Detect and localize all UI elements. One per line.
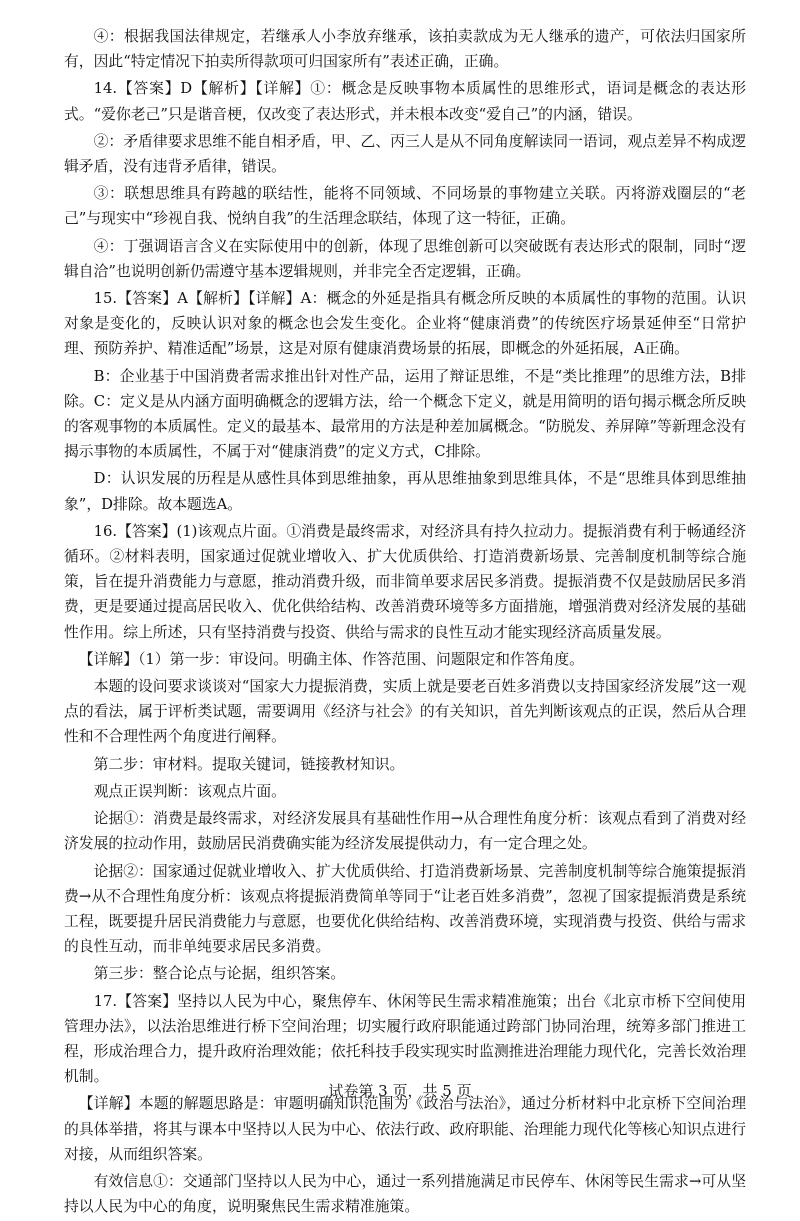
paragraph: ③：联想思维具有跨越的联结性，能将不同领域、不同场景的事物建立关联。丙将游戏圈层的“老己”与现实中“珍视自我、悦纳自我”的生活理念联结，体现了这一特征，正确。 [64, 185, 746, 228]
page-footer: 试卷第 3 页，共 5 页 [328, 1082, 472, 1100]
paragraph: B：企业基于中国消费者需求推出针对性产品，运用了辩证思维，不是“类比推理”的思维方法，B排除。C：定义是从内涵方面明确概念的逻辑方法，给一个概念下定义，就是用简明的语句揭示概念所反映的客观事物的本质属性。定义的最基本、最常用的方法是种差加属概念。“防脱发、养屏障”等新理念没有揭示事物的本质属性，不属于对“健康消费”的定义方式，C排除。 [64, 367, 746, 461]
answer-content [64, 24, 746, 1221]
paragraph: 本题的设问要求谈谈对“国家大力提振消费，实质上就是要老百姓多消费以支持国家经济发展”这一观点的看法，属于评析类试题，需要调用《经济与社会》的有关知识，首先判断该观点的正误，然后从合理性和不合理性两个角度进行阐释。 [64, 678, 746, 746]
paragraph: 16.【答案】(1)该观点片面。①消费是最终需求，对经济具有持久拉动力。提振消费有利于畅通经济循环。②材料表明，国家通过促就业增收入、扩大优质供给、打造消费新场景、完善制度机制等综合施策，旨在提升消费能力与意愿，推动消费升级，而非简单要求居民多消费。提振消费不仅是鼓励居民多消费，更是要通过提高居民收入、优化供给结构、改善消费环境等多方面措施，增强消费对经济发展的基础性作用。综上所述，只有坚持消费与投资、供给与需求的良性互动才能实现经济高质量发展。 [64, 522, 746, 641]
paragraph: 论据②：国家通过促就业增收入、扩大优质供给、打造消费新场景、完善制度机制等综合施策提振消费→从不合理性角度分析：该观点将提振消费简单等同于“让老百姓多消费”，忽视了国家提振消费是系统工程，既要提升居民消费能力与意愿，也要优化供给结构、改善消费环境，实现消费与投资、供给与需求的良性互动，而非单纯要求居民多消费。 [64, 862, 746, 956]
paragraph: ④：根据我国法律规定，若继承人小李放弃继承，该拍卖款成为无人继承的遗产，可依法归国家所有，因此“特定情况下拍卖所得款项可归国家所有”表述正确，正确。 [64, 28, 746, 71]
paragraph: 第三步：整合论点与论据，组织答案。 [93, 965, 346, 983]
paragraph: 【详解】本题的解题思路是：审题明确知识范围为《政治与法治》，通过分析材料中北京桥下空间治理的具体举措，将其与课本中坚持以人民为中心、依法行政、政府职能、治理能力现代化等核心知识点进行对接，从而组织答案。 [64, 1095, 746, 1163]
paragraph: 有效信息①：交通部门坚持以人民为中心，通过一系列措施满足市民停车、休闲等民生需求→可从坚持以人民为中心的角度，说明聚焦民生需求精准施策。 [64, 1172, 746, 1216]
paragraph: 15.【答案】A【解析】【详解】A：概念的外延是指具有概念所反映的本质属性的事物的范围。认识对象是变化的，反映认识对象的概念也会发生变化。企业将“健康消费”的传统医疗场景延伸至“日常护理、预防养护、精准适配”场景，这是对原有健康消费场景的拓展，即概念的外延拓展，A正确。 [64, 290, 746, 358]
paragraph: 第二步：审材料。提取关键词，链接教材知识。 [93, 755, 405, 773]
paragraph: 论据①：消费是最终需求，对经济发展具有基础性作用→从合理性角度分析：该观点看到了消费对经济发展的拉动作用，鼓励居民消费确实能为经济发展提供动力，有一定合理之处。 [64, 810, 746, 853]
paragraph: ②：矛盾律要求思维不能自相矛盾，甲、乙、丙三人是从不同角度解读同一语词，观点差异不构成逻辑矛盾，没有违背矛盾律，错误。 [64, 132, 746, 176]
paragraph: ④：丁强调语言含义在实际使用中的创新，体现了思维创新可以突破既有表达形式的限制，同时“逻辑自洽”也说明创新仍需遵守基本逻辑规则，并非完全否定逻辑，正确。 [64, 237, 746, 280]
paragraph: 17.【答案】坚持以人民为中心，聚焦停车、休闲等民生需求精准施策；出台《北京市桥下空间使用管理办法》，以法治思维进行桥下空间治理；切实履行政府职能通过跨部门协同治理，统筹多部门推进工程，形成治理合力，提升政府治理效能；依托科技手段实现实时监测推进治理能力现代化，完善长效治理机制。 [64, 992, 746, 1086]
paragraph: 14.【答案】D【解析】【详解】①：概念是反映事物本质属性的思维形式，语词是概念的表达形式。“爱你老己”只是谐音梗，仅改变了表达形式，并未根本改变“爱自己”的内涵，错误。 [64, 80, 746, 123]
paragraph: D：认识发展的历程是从感性具体到思维抽象，再从思维抽象到思维具体，不是“思维具体到思维抽象”，D排除。故本题选A。 [64, 470, 746, 513]
paragraph: 观点正误判断：该观点片面。 [93, 782, 286, 800]
paragraph: 【详解】（1）第一步：审设问。明确主体、作答范围、问题限定和作答角度。 [78, 650, 584, 668]
